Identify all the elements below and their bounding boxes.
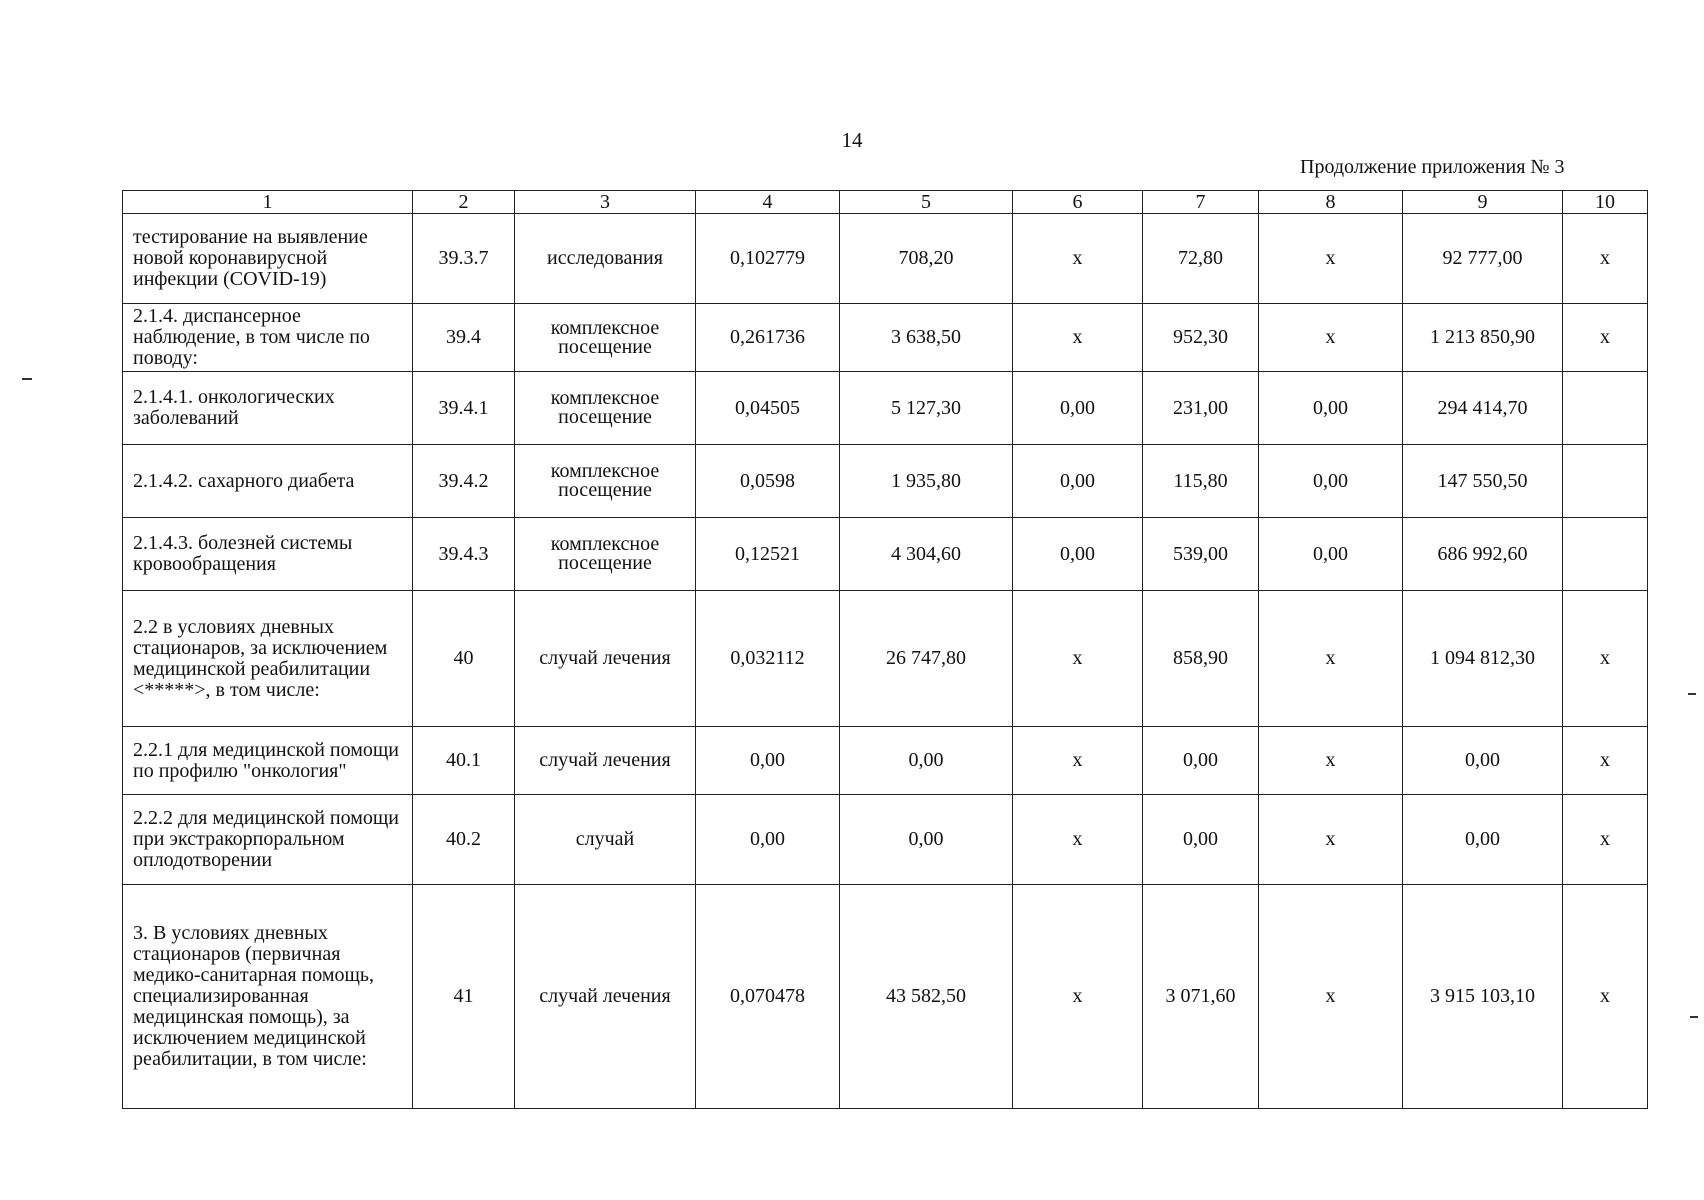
cell-col5: 0,00 (840, 795, 1013, 885)
cell-col4: 0,0598 (696, 445, 840, 518)
cell-col5: 708,20 (840, 214, 1013, 304)
cell-col4: 0,04505 (696, 372, 840, 445)
row-unit: комплексное посещение (515, 518, 696, 591)
cell-col9: 686 992,60 (1403, 518, 1563, 591)
cell-col7: 0,00 (1143, 795, 1259, 885)
row-unit: комплексное посещение (515, 372, 696, 445)
cell-col7: 3 071,60 (1143, 885, 1259, 1109)
appendix-continuation-note: Продолжение приложения № 3 (1300, 156, 1565, 178)
cell-col8: x (1259, 727, 1403, 795)
row-name: 2.2 в условиях дневных стационаров, за исключением медицинской реабилитации <*****>, в том числе: (123, 591, 413, 727)
row-name: 2.1.4.1. онкологических заболеваний (123, 372, 413, 445)
cell-col7: 231,00 (1143, 372, 1259, 445)
cell-col9: 92 777,00 (1403, 214, 1563, 304)
cell-col5: 3 638,50 (840, 304, 1013, 372)
cell-col8: x (1259, 885, 1403, 1109)
row-unit: комплексное посещение (515, 445, 696, 518)
table-row (123, 304, 1648, 372)
row-code: 40 (413, 591, 515, 727)
cell-col10 (1563, 518, 1648, 591)
cell-col8: x (1259, 304, 1403, 372)
tariff-table (122, 190, 1648, 1109)
cell-col6: x (1013, 214, 1143, 304)
row-code: 40.2 (413, 795, 515, 885)
row-unit: комплексное посещение (515, 304, 696, 372)
cell-col4: 0,102779 (696, 214, 840, 304)
cell-col4: 0,00 (696, 795, 840, 885)
cell-col8: 0,00 (1259, 518, 1403, 591)
cell-col7: 858,90 (1143, 591, 1259, 727)
cell-col6: x (1013, 795, 1143, 885)
cell-col9: 3 915 103,10 (1403, 885, 1563, 1109)
column-header: 8 (1259, 191, 1403, 214)
row-code: 39.4.1 (413, 372, 515, 445)
cell-col6: 0,00 (1013, 372, 1143, 445)
row-code: 39.4.2 (413, 445, 515, 518)
cell-col10: x (1563, 795, 1648, 885)
row-name: 2.2.1 для медицинской помощи по профилю "онкология" (123, 727, 413, 795)
row-code: 39.3.7 (413, 214, 515, 304)
cell-col9: 1 094 812,30 (1403, 591, 1563, 727)
table-row (123, 795, 1648, 885)
cell-col5: 5 127,30 (840, 372, 1013, 445)
table-row (123, 727, 1648, 795)
cell-col5: 0,00 (840, 727, 1013, 795)
table-row (123, 445, 1648, 518)
column-header: 6 (1013, 191, 1143, 214)
cell-col7: 952,30 (1143, 304, 1259, 372)
column-header: 9 (1403, 191, 1563, 214)
cell-col9: 0,00 (1403, 795, 1563, 885)
row-unit: исследования (515, 214, 696, 304)
column-header: 5 (840, 191, 1013, 214)
row-unit: случай лечения (515, 727, 696, 795)
scan-mark (1688, 693, 1696, 695)
cell-col10: x (1563, 214, 1648, 304)
column-header: 3 (515, 191, 696, 214)
cell-col7: 539,00 (1143, 518, 1259, 591)
row-code: 39.4 (413, 304, 515, 372)
row-name: тестирование на выявление новой коронавирусной инфекции (COVID-19) (123, 214, 413, 304)
cell-col9: 1 213 850,90 (1403, 304, 1563, 372)
column-header: 2 (413, 191, 515, 214)
cell-col7: 0,00 (1143, 727, 1259, 795)
cell-col8: x (1259, 591, 1403, 727)
scan-mark (1690, 1016, 1698, 1018)
table-row (123, 591, 1648, 727)
cell-col5: 4 304,60 (840, 518, 1013, 591)
cell-col4: 0,261736 (696, 304, 840, 372)
cell-col6: x (1013, 304, 1143, 372)
cell-col9: 0,00 (1403, 727, 1563, 795)
cell-col6: x (1013, 727, 1143, 795)
page-number: 14 (841, 128, 863, 152)
cell-col6: 0,00 (1013, 518, 1143, 591)
cell-col10: x (1563, 304, 1648, 372)
table-row (123, 372, 1648, 445)
cell-col10 (1563, 372, 1648, 445)
cell-col8: x (1259, 214, 1403, 304)
cell-col10: x (1563, 591, 1648, 727)
cell-col10: x (1563, 885, 1648, 1109)
row-code: 39.4.3 (413, 518, 515, 591)
cell-col5: 26 747,80 (840, 591, 1013, 727)
cell-col7: 72,80 (1143, 214, 1259, 304)
cell-col10: x (1563, 727, 1648, 795)
cell-col4: 0,070478 (696, 885, 840, 1109)
row-code: 41 (413, 885, 515, 1109)
cell-col8: 0,00 (1259, 445, 1403, 518)
column-number-row (123, 191, 1648, 214)
row-name: 2.2.2 для медицинской помощи при экстракорпоральном оплодотворении (123, 795, 413, 885)
cell-col9: 147 550,50 (1403, 445, 1563, 518)
cell-col7: 115,80 (1143, 445, 1259, 518)
cell-col10 (1563, 445, 1648, 518)
cell-col5: 43 582,50 (840, 885, 1013, 1109)
row-name: 2.1.4.3. болезней системы кровообращения (123, 518, 413, 591)
row-code: 40.1 (413, 727, 515, 795)
table-row (123, 214, 1648, 304)
cell-col6: x (1013, 591, 1143, 727)
cell-col8: 0,00 (1259, 372, 1403, 445)
table-row (123, 885, 1648, 1109)
cell-col6: 0,00 (1013, 445, 1143, 518)
column-header: 1 (123, 191, 413, 214)
cell-col5: 1 935,80 (840, 445, 1013, 518)
column-header: 4 (696, 191, 840, 214)
column-header: 10 (1563, 191, 1648, 214)
row-unit: случай лечения (515, 885, 696, 1109)
cell-col4: 0,032112 (696, 591, 840, 727)
row-unit: случай (515, 795, 696, 885)
row-name: 3. В условиях дневных стационаров (первичная медико-санитарная помощь, специализированная медицинская помощь), за исключением медицинской реабилитации, в том числе: (123, 885, 413, 1109)
cell-col8: x (1259, 795, 1403, 885)
cell-col4: 0,00 (696, 727, 840, 795)
row-name: 2.1.4.2. сахарного диабета (123, 445, 413, 518)
table-row (123, 518, 1648, 591)
cell-col4: 0,12521 (696, 518, 840, 591)
row-name: 2.1.4. диспансерное наблюдение, в том числе по поводу: (123, 304, 413, 372)
scan-mark (22, 378, 32, 380)
row-unit: случай лечения (515, 591, 696, 727)
cell-col6: x (1013, 885, 1143, 1109)
column-header: 7 (1143, 191, 1259, 214)
cell-col9: 294 414,70 (1403, 372, 1563, 445)
